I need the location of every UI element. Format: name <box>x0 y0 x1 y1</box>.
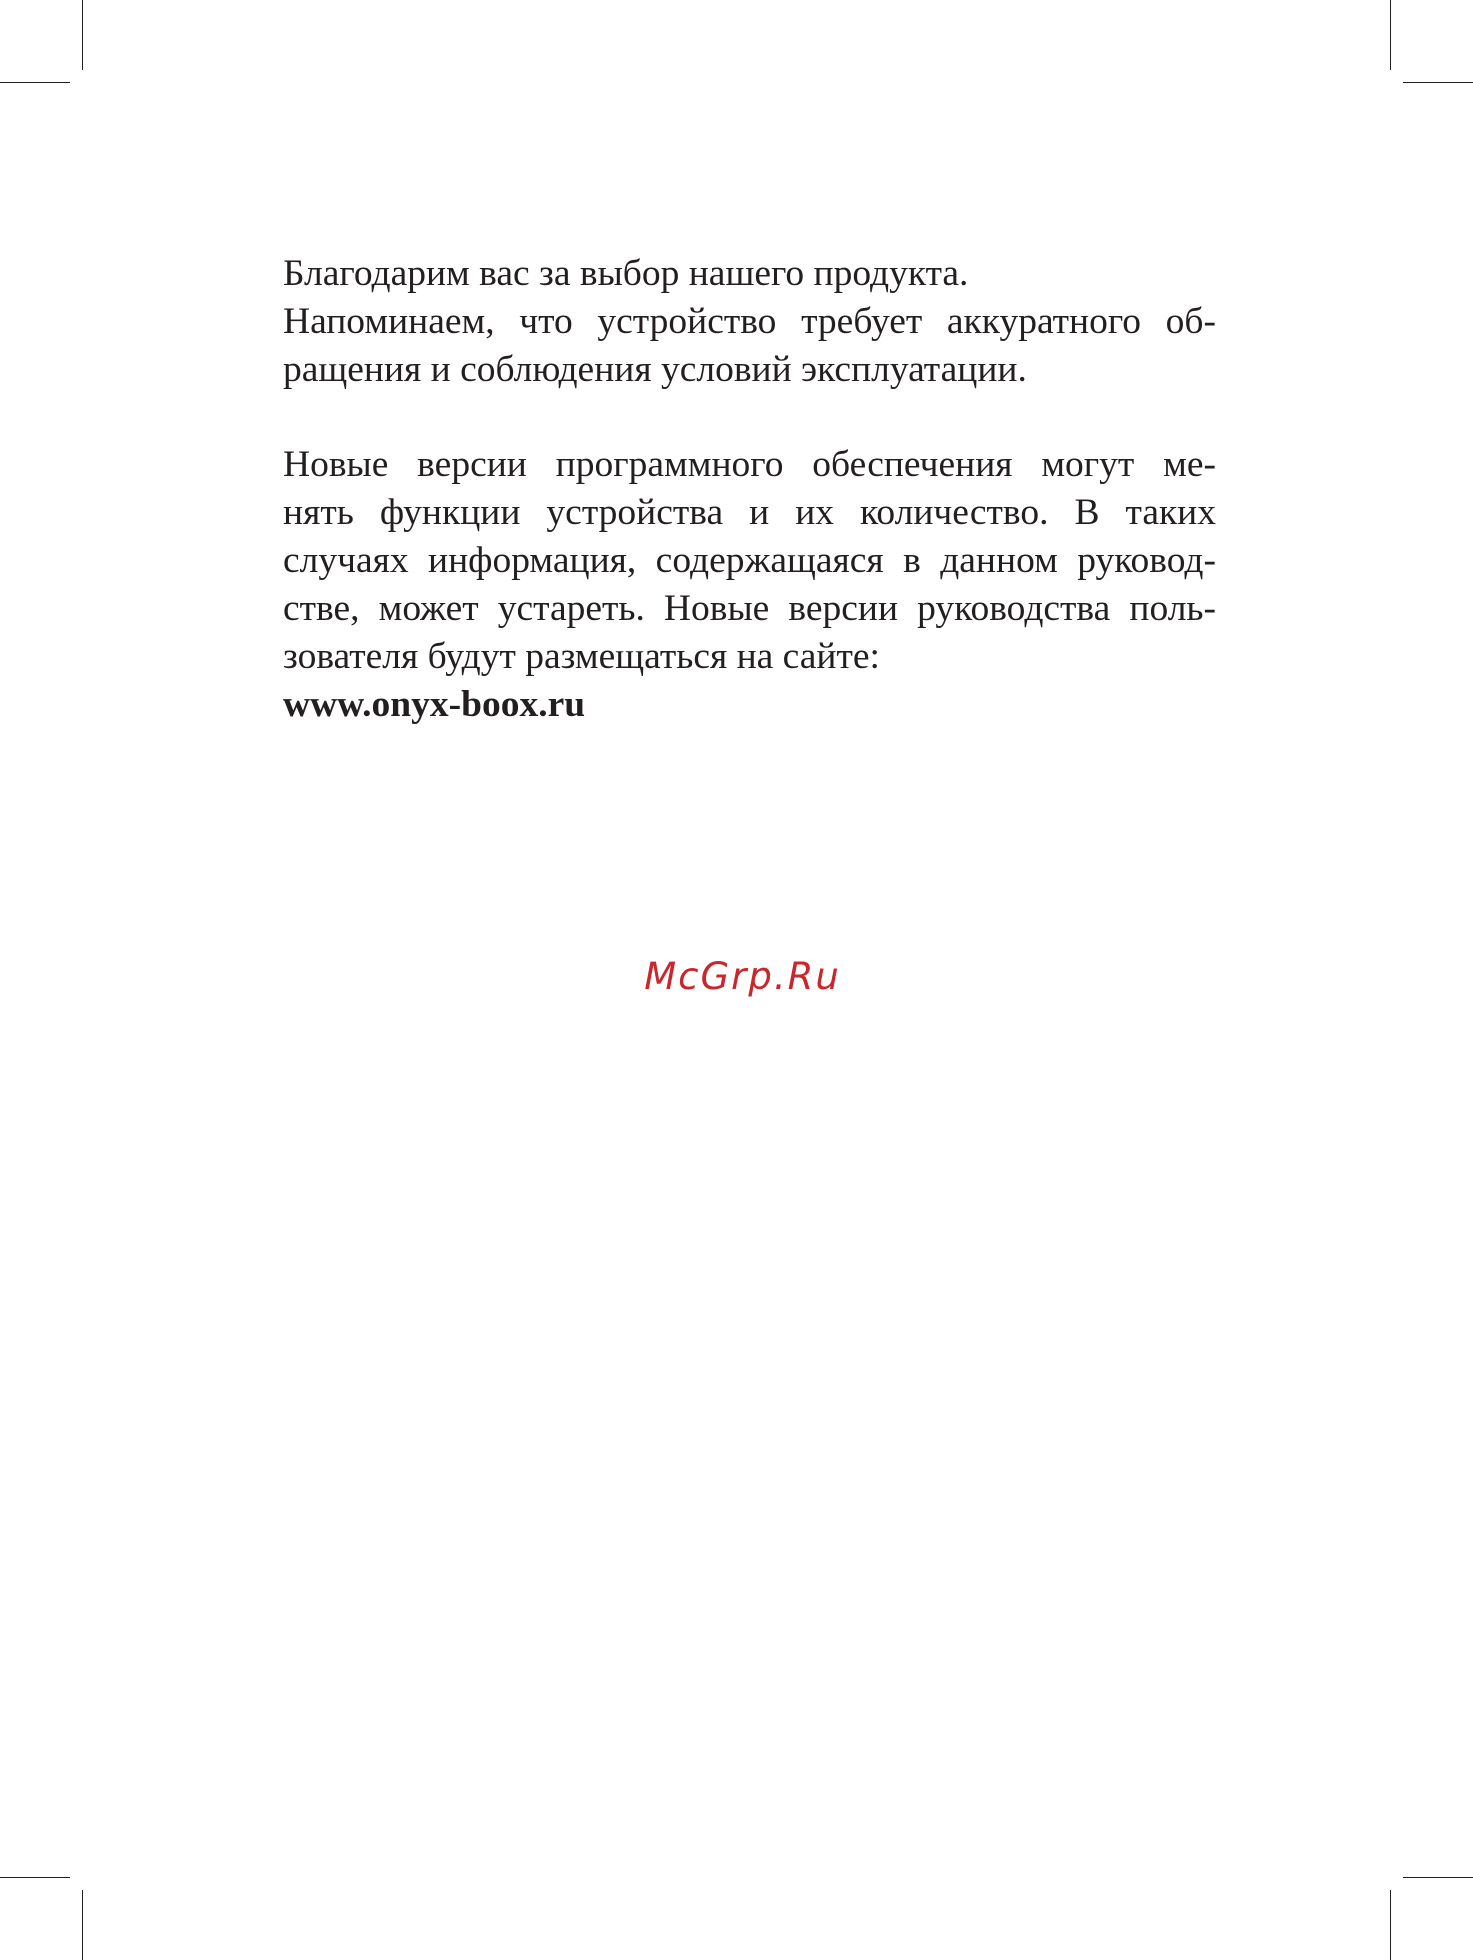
thank-you-paragraph <box>283 250 1216 394</box>
thank-you-line-1: Благодарим вас за выбор нашего продукта. <box>283 253 969 294</box>
paragraph-spacer <box>283 394 1216 441</box>
thank-you-line-2: Напоминаем, что устройство требует аккуратного об- <box>283 301 1216 342</box>
software-notice-paragraph <box>283 441 1216 729</box>
watermark-text: McGrp.Ru <box>644 955 841 998</box>
crop-mark-bottom-right-horizontal <box>1403 1877 1473 1878</box>
notice-line-5: зователя будут размещаться на сайте: <box>283 636 880 677</box>
crop-mark-top-left-vertical <box>82 0 83 70</box>
thank-you-line-3: ращения и соблюдения условий эксплуатации. <box>283 349 1027 390</box>
crop-mark-bottom-left-vertical <box>82 1890 83 1960</box>
crop-mark-bottom-right-vertical <box>1390 1890 1391 1960</box>
crop-mark-top-right-vertical <box>1390 0 1391 70</box>
crop-mark-bottom-left-horizontal <box>0 1877 70 1878</box>
notice-line-4: стве, может устареть. Новые версии руководства поль- <box>283 588 1216 629</box>
document-body <box>283 250 1216 729</box>
crop-mark-top-right-horizontal <box>1403 82 1473 83</box>
notice-line-3: случаях информация, содержащаяся в данном руковод- <box>283 540 1216 581</box>
notice-line-2: нять функции устройства и их количество. В таких <box>283 492 1216 533</box>
website-url: www.onyx-boox.ru <box>283 684 586 725</box>
crop-mark-top-left-horizontal <box>0 82 70 83</box>
notice-line-1: Новые версии программного обеспечения могут ме- <box>283 444 1216 485</box>
